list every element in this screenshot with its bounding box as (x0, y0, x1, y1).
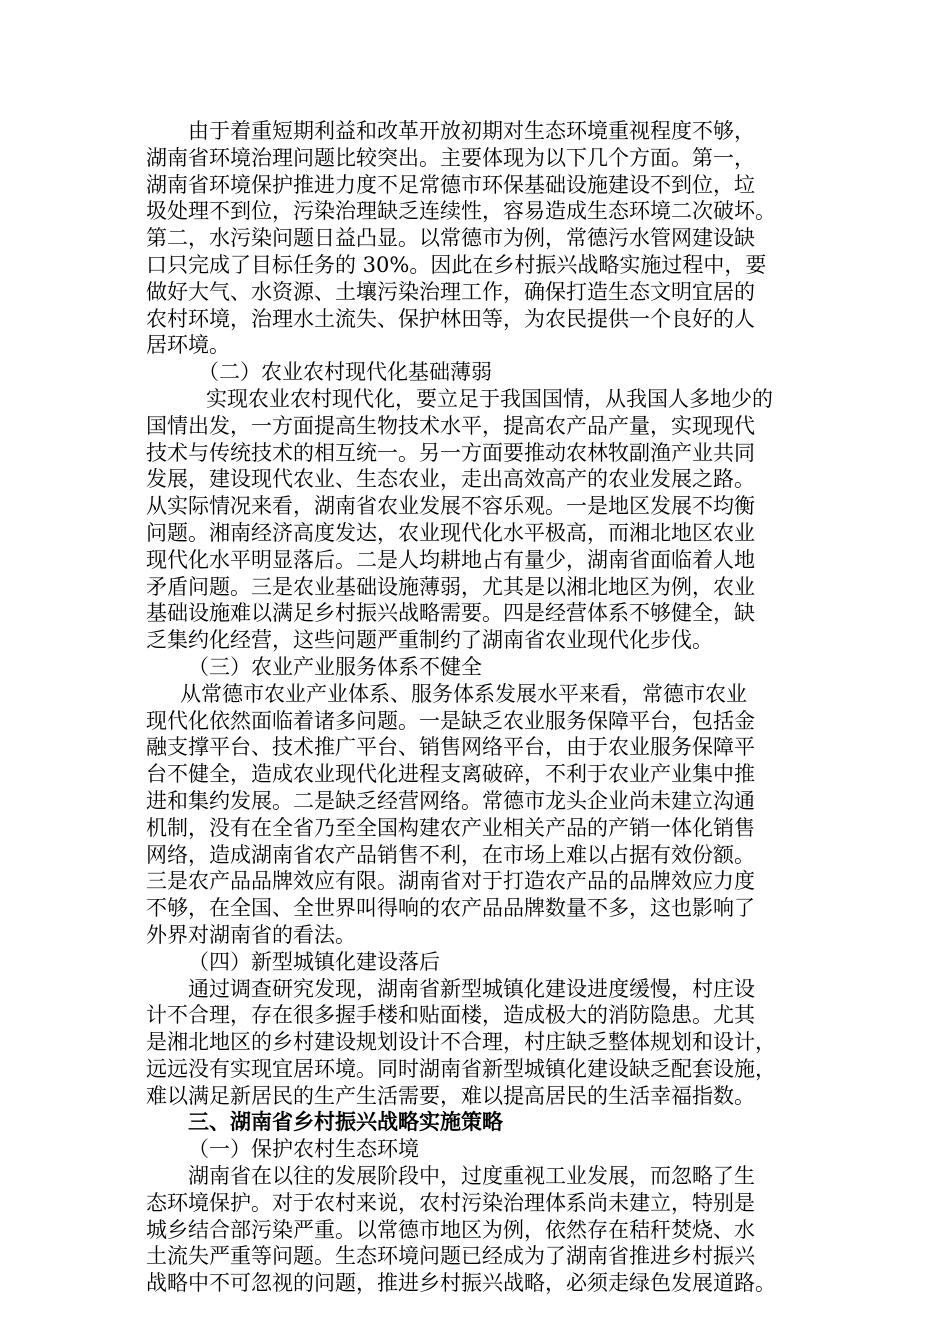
text-line: 难以满足新居民的生产生活需要，难以提高居民的生活幸福指数。 (146, 1083, 755, 1108)
text-line: 外界对湖南省的看法。 (146, 922, 356, 947)
text-line: 不够，在全国、全世界叫得响的农产品品牌数量不多，这也影响了 (146, 896, 755, 921)
text-line: 农村环境，治理水土流失、保护林田等，为农民提供一个良好的人 (146, 306, 755, 331)
text-line: 第二，水污染问题日益凸显。以常德市为例，常德污水管网建设缺 (146, 226, 755, 251)
text-line: 技术与传统技术的相互统一。另一方面要推动农林牧副渔产业共同 (146, 440, 755, 465)
text-line: （二）农业农村现代化基础薄弱 (198, 360, 492, 385)
text-line: 进和集约发展。二是缺乏经营网络。常德市龙头企业尚未建立沟通 (146, 788, 755, 813)
text-line: 发展，建设现代农业、生态农业，走出高效高产的农业发展之路。 (146, 467, 755, 492)
text-line: 现代化依然面临着诸多问题。一是缺乏农业服务保障平台，包括金 (146, 708, 755, 733)
text-line: 圾处理不到位，污染治理缺乏连续性，容易造成生态环境二次破坏。 (146, 199, 776, 224)
text-line: 计不合理，存在很多握手楼和贴面楼，造成极大的消防隐患。尤其 (146, 1003, 755, 1028)
text-line: 远远没有实现宜居环境。同时湖南省新型城镇化建设缺乏配套设施， (146, 1056, 776, 1081)
text-line: 从实际情况来看，湖南省农业发展不容乐观。一是地区发展不均衡 (146, 494, 755, 519)
text-line: （四）新型城镇化建设落后 (188, 949, 440, 974)
text-line: 矛盾问题。三是农业基础设施薄弱，尤其是以湘北地区为例，农业 (146, 574, 755, 599)
text-line: 态环境保护。对于农村来说，农村污染治理体系尚未建立，特别是 (146, 1190, 755, 1215)
text-line: 口只完成了目标任务的 30%。因此在乡村振兴战略实施过程中，要 (146, 252, 767, 277)
text-line: 三是农产品品牌效应有限。湖南省对于打造农产品的品牌效应力度 (146, 869, 755, 894)
text-line: 台不健全，造成农业现代化进程支离破碎，不利于农业产业集中推 (146, 762, 755, 787)
text-line: 乏集约化经营，这些问题严重制约了湖南省农业现代化步伐。 (146, 628, 713, 653)
text-line: 居环境。 (146, 333, 230, 358)
text-line: 融支撑平台、技术推广平台、销售网络平台，由于农业服务保障平 (146, 735, 755, 760)
text-line: 现代化水平明显落后。二是人均耕地占有量少，湖南省面临着人地 (146, 547, 755, 572)
text-line: 做好大气、水资源、土壤污染治理工作，确保打造生态文明宜居的 (146, 279, 755, 304)
text-line: 网络，造成湖南省农产品销售不利，在市场上难以占据有效份额。 (146, 842, 755, 867)
text-line: 湖南省环境治理问题比较突出。主要体现为以下几个方面。第一， (146, 145, 755, 170)
text-line: 通过调查研究发现，湖南省新型城镇化建设进度缓慢，村庄设 (188, 976, 755, 1001)
text-line: 湖南省在以往的发展阶段中，过度重视工业发展，而忽略了生 (188, 1164, 755, 1189)
text-line: 由于着重短期利益和改革开放初期对生态环境重视程度不够， (188, 119, 755, 143)
text-line: 战略中不可忽视的问题，推进乡村振兴战略，必须走绿色发展道路。 (146, 1271, 776, 1296)
text-line: （三）农业产业服务体系不健全 (188, 654, 482, 679)
text-line: 问题。湘南经济高度发达，农业现代化水平极高，而湘北地区农业 (146, 520, 755, 545)
text-line: 基础设施难以满足乡村振兴战略需要。四是经营体系不够健全，缺 (146, 601, 755, 626)
text-line: 国情出发，一方面提高生物技术水平，提高农产品产量，实现现代 (146, 413, 755, 438)
text-line: 是湘北地区的乡村建设规划设计不合理，村庄缺乏整体规划和设计， (146, 1030, 776, 1055)
section-heading: 三、湖南省乡村振兴战略实施策略 (188, 1109, 503, 1135)
text-line: 城乡结合部污染严重。以常德市地区为例，依然存在秸秆焚烧、水 (146, 1217, 755, 1242)
document-body (146, 118, 810, 1297)
text-line: 实现农业农村现代化，要立足于我国国情，从我国人多地少的 (206, 386, 773, 411)
text-line: 湖南省环境保护推进力度不足常德市环保基础设施建设不到位，垃 (146, 172, 755, 197)
text-line: 土流失严重等问题。生态环境问题已经成为了湖南省推进乡村振兴 (146, 1244, 755, 1269)
text-line: （一）保护农村生态环境 (188, 1137, 419, 1162)
text-line: 从常德市农业产业体系、服务体系发展水平来看，常德市农业 (180, 681, 747, 706)
text-line: 机制，没有在全省乃至全国构建农产业相关产品的产销一体化销售 (146, 815, 755, 840)
